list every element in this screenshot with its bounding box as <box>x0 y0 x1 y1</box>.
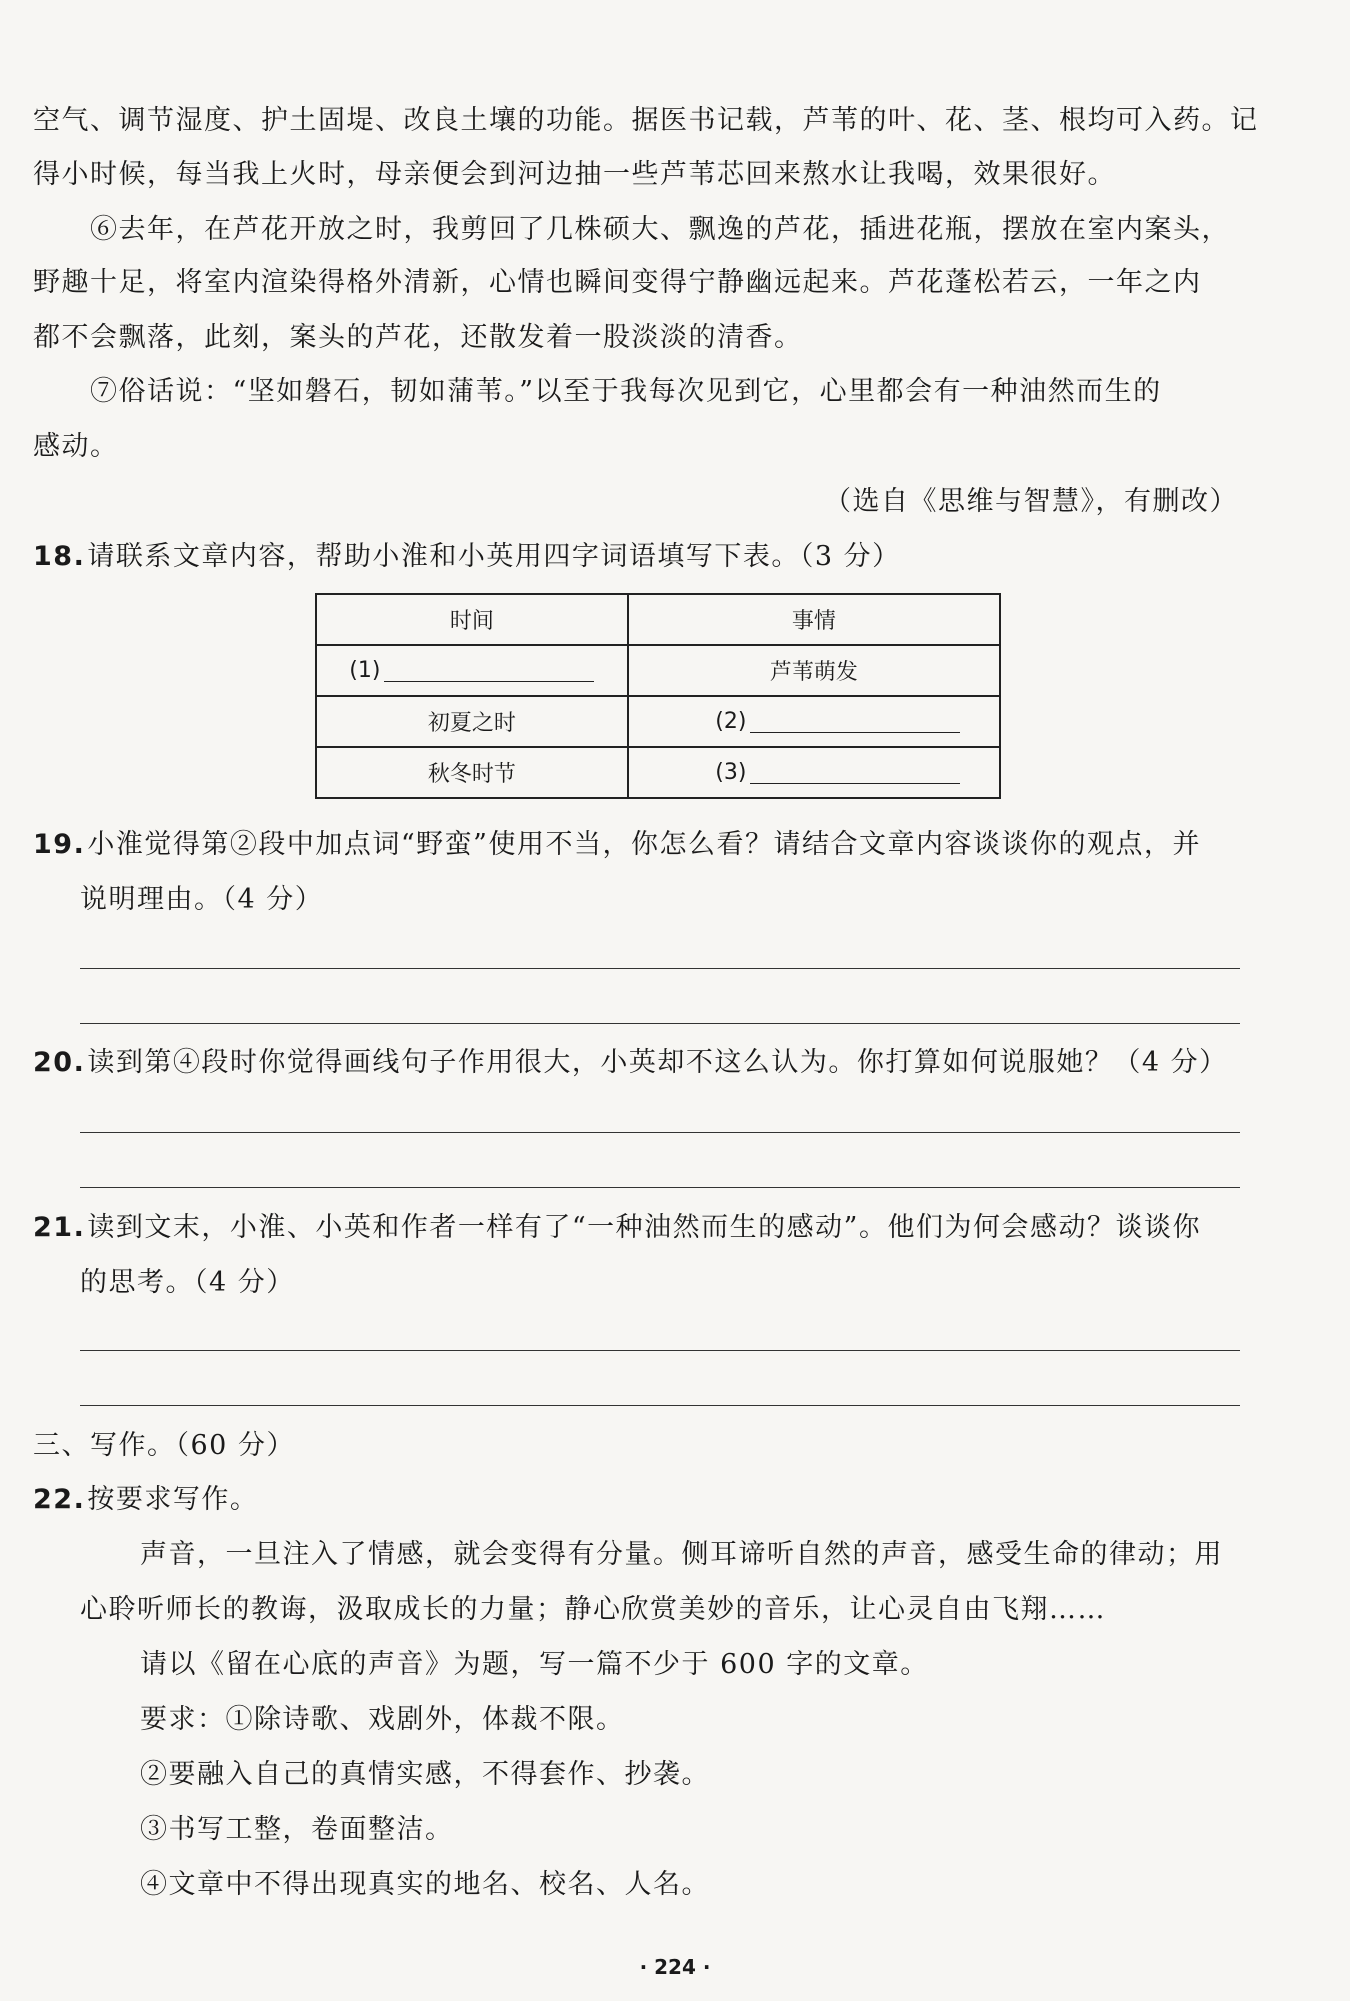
table-row <box>316 696 1000 747</box>
table-cell-time: 初夏之时 <box>316 696 628 747</box>
question-number: 21. <box>33 1212 86 1243</box>
question-20 <box>33 1045 1243 1081</box>
question-text-cont: 说明理由。（4 分） <box>80 884 324 915</box>
answer-table <box>315 593 1001 799</box>
page-number: · 224 · <box>639 1955 711 1979</box>
fill-blank[interactable] <box>750 763 960 784</box>
passage-line: ⑥去年，在芦花开放之时，我剪回了几株硕大、飘逸的芦花，插进花瓶，摆放在室内案头， <box>90 214 1230 245</box>
table-cell-event[interactable]: (3) <box>628 747 1000 798</box>
question-19 <box>33 827 1243 863</box>
requirement: ④文章中不得出现真实的地名、校名、人名。 <box>140 1869 710 1900</box>
table-cell-event[interactable]: (2) <box>628 696 1000 747</box>
question-number: 20. <box>33 1047 86 1078</box>
writing-task: 请以《留在心底的声音》为题，写一篇不少于 600 字的文章。 <box>140 1649 929 1680</box>
table-cell-event: 芦苇萌发 <box>628 645 1000 696</box>
question-number: 22. <box>33 1484 86 1515</box>
question-text: 请联系文章内容，帮助小淮和小英用四字词语填写下表。（3 分） <box>87 541 901 572</box>
question-18 <box>33 539 1243 575</box>
question-text: 小淮觉得第②段中加点词“野蛮”使用不当，你怎么看？请结合文章内容谈谈你的观点，并 <box>87 829 1201 860</box>
answer-line[interactable] <box>80 1187 1240 1188</box>
answer-line[interactable] <box>80 1350 1240 1351</box>
table-cell-time: 秋冬时节 <box>316 747 628 798</box>
question-text: 读到文末，小淮、小英和作者一样有了“一种油然而生的感动”。他们为何会感动？谈谈你 <box>87 1212 1201 1243</box>
section-title: 三、写作。（60 分） <box>33 1430 295 1461</box>
answer-line[interactable] <box>80 1405 1240 1406</box>
passage-line: 得小时候，每当我上火时，母亲便会到河边抽一些芦苇芯回来熬水让我喝，效果很好。 <box>33 159 1116 190</box>
passage-line: 野趣十足，将室内渲染得格外清新，心情也瞬间变得宁静幽远起来。芦花蓬松若云，一年之内 <box>33 267 1202 298</box>
question-text: 按要求写作。 <box>87 1484 259 1515</box>
table-row <box>316 645 1000 696</box>
requirement: ②要融入自己的真情实感，不得套作、抄袭。 <box>140 1759 710 1790</box>
prompt-line: 声音，一旦注入了情感，就会变得有分量。侧耳谛听自然的声音，感受生命的律动；用 <box>140 1539 1223 1570</box>
question-22 <box>33 1482 1243 1518</box>
passage-line: 都不会飘落，此刻，案头的芦花，还散发着一股淡淡的清香。 <box>33 322 803 353</box>
table-header-row <box>316 594 1000 645</box>
table-cell-time[interactable]: (1) <box>316 645 628 696</box>
answer-line[interactable] <box>80 968 1240 969</box>
question-number: 18. <box>33 541 86 572</box>
fill-blank[interactable] <box>384 661 594 682</box>
passage-source: （选自《思维与智慧》，有删改） <box>824 486 1238 517</box>
passage-line: ⑦俗话说：“坚如磐石，韧如蒲苇。”以至于我每次见到它，心里都会有一种油然而生的 <box>90 376 1162 407</box>
question-text-cont: 的思考。（4 分） <box>80 1267 295 1298</box>
passage-line: 空气、调节湿度、护土固堤、改良土壤的功能。据医书记载，芦苇的叶、花、茎、根均可入药。记 <box>33 105 1259 136</box>
passage-line: 感动。 <box>33 431 119 462</box>
question-21 <box>33 1210 1243 1246</box>
table-header: 时间 <box>316 594 628 645</box>
requirement: ③书写工整，卷面整洁。 <box>140 1814 454 1845</box>
fill-blank[interactable] <box>750 712 960 733</box>
answer-line[interactable] <box>80 1132 1240 1133</box>
table-header: 事情 <box>628 594 1000 645</box>
answer-line[interactable] <box>80 1023 1240 1024</box>
prompt-line: 心聆听师长的教诲，汲取成长的力量；静心欣赏美妙的音乐，让心灵自由飞翔…… <box>80 1594 1106 1625</box>
question-number: 19. <box>33 829 86 860</box>
question-text: 读到第④段时你觉得画线句子作用很大，小英却不这么认为。你打算如何说服她？（4 分） <box>87 1047 1228 1078</box>
requirement: 要求：①除诗歌、戏剧外，体裁不限。 <box>140 1704 625 1735</box>
table-row <box>316 747 1000 798</box>
